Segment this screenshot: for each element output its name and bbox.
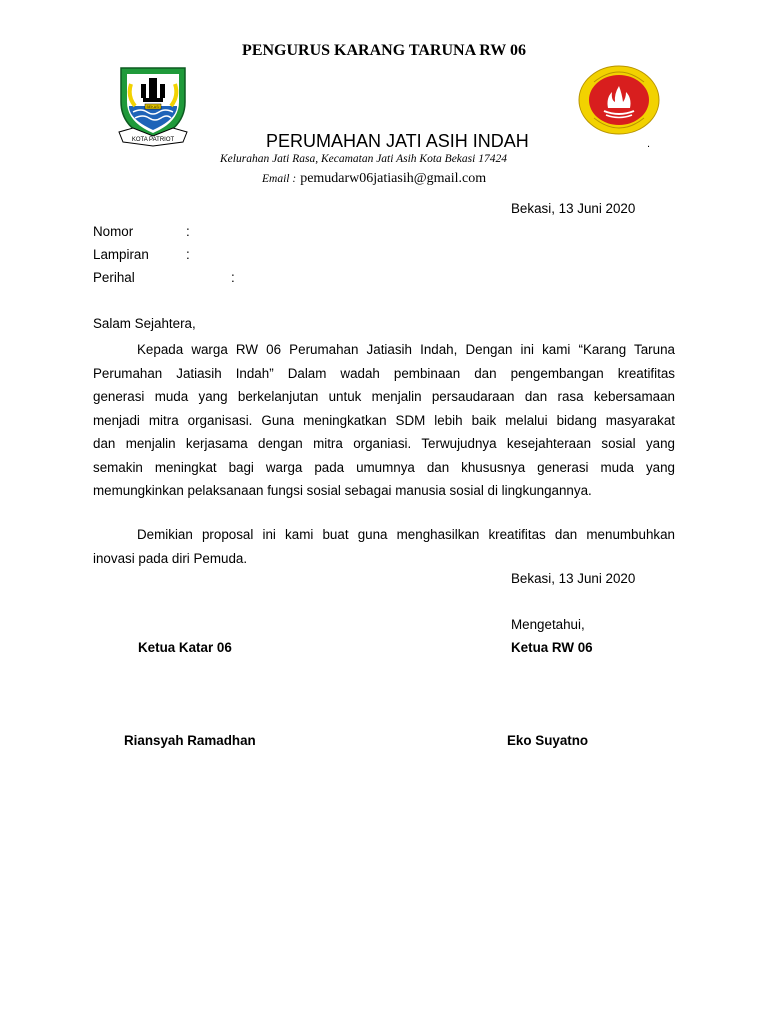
paragraph-line: Demikian proposal ini kami buat guna menghasilkan kreatifitas dan menumbuhkan [137,527,675,542]
letter-date-bottom: Bekasi, 13 Juni 2020 [511,571,636,586]
org-title: PENGURUS KARANG TARUNA RW 06 [242,42,526,59]
karang-taruna-emblem-icon [578,64,660,136]
stray-dot: . [647,138,651,150]
emblem-banner-text: KOTA PATRIOT [131,137,175,143]
field-perihal-label: Perihal [93,270,135,285]
field-lampiran-label: Lampiran [93,247,149,262]
signature-right-role: Ketua RW 06 [511,640,593,655]
email-value[interactable]: pemudarw06jatiasih@gmail.com [300,171,487,186]
field-lampiran-sep: : [186,247,190,262]
signature-left-name: Riansyah Ramadhan [124,733,256,748]
field-nomor-sep: : [186,224,190,239]
signature-right-name: Eko Suyatno [507,733,589,748]
signature-left-role: Ketua Katar 06 [138,640,232,655]
paragraph-line: inovasi pada diri Pemuda. [93,550,248,566]
field-nomor-label: Nomor [93,224,134,239]
emblem-plate-text: BEKASI [146,105,160,109]
paragraph-line: memungkinkan pelaksanaan fungsi sosial sebagai manusia sosial di lingkungannya. [93,483,592,498]
email-line [262,169,486,187]
paragraph-line: dan menjalin kerjasama dengan mitra organiasi. Terwujudnya kesejahteraan sosial yang [93,436,675,451]
paragraph-line: generasi muda yang berkelanjutan untuk menjalin persaudaraan dan rasa kebersamaan [93,389,675,404]
body-paragraph-2 [93,523,675,570]
body-paragraph-1 [93,338,675,503]
greeting: Salam Sejahtera, [93,316,196,331]
paragraph-line: menjadi mitra organisasi. Guna meningkatkan SDM lebih baik melalui bidang masyarakat [93,412,675,428]
address-line: Kelurahan Jati Rasa, Kecamatan Jati Asih Kota Bekasi 17424 [220,153,507,165]
acknowledged-label: Mengetahui, [511,617,585,632]
field-perihal-sep: : [231,270,235,285]
paragraph-line: Perumahan Jatiasih Indah” Dalam wadah pembinaan dan pengembangan kreatifitas [93,365,675,381]
paragraph-line: semakin meningkat bagi warga pada umumnya dan khususnya generasi muda yang [93,459,675,475]
letter-date-top: Bekasi, 13 Juni 2020 [511,201,636,216]
location-title: PERUMAHAN JATI ASIH INDAH [266,131,529,151]
email-label: Email : [262,173,297,185]
kota-bekasi-emblem-icon [113,62,193,148]
paragraph-line: Kepada warga RW 06 Perumahan Jatiasih Indah, Dengan ini kami “Karang Taruna [137,342,675,357]
